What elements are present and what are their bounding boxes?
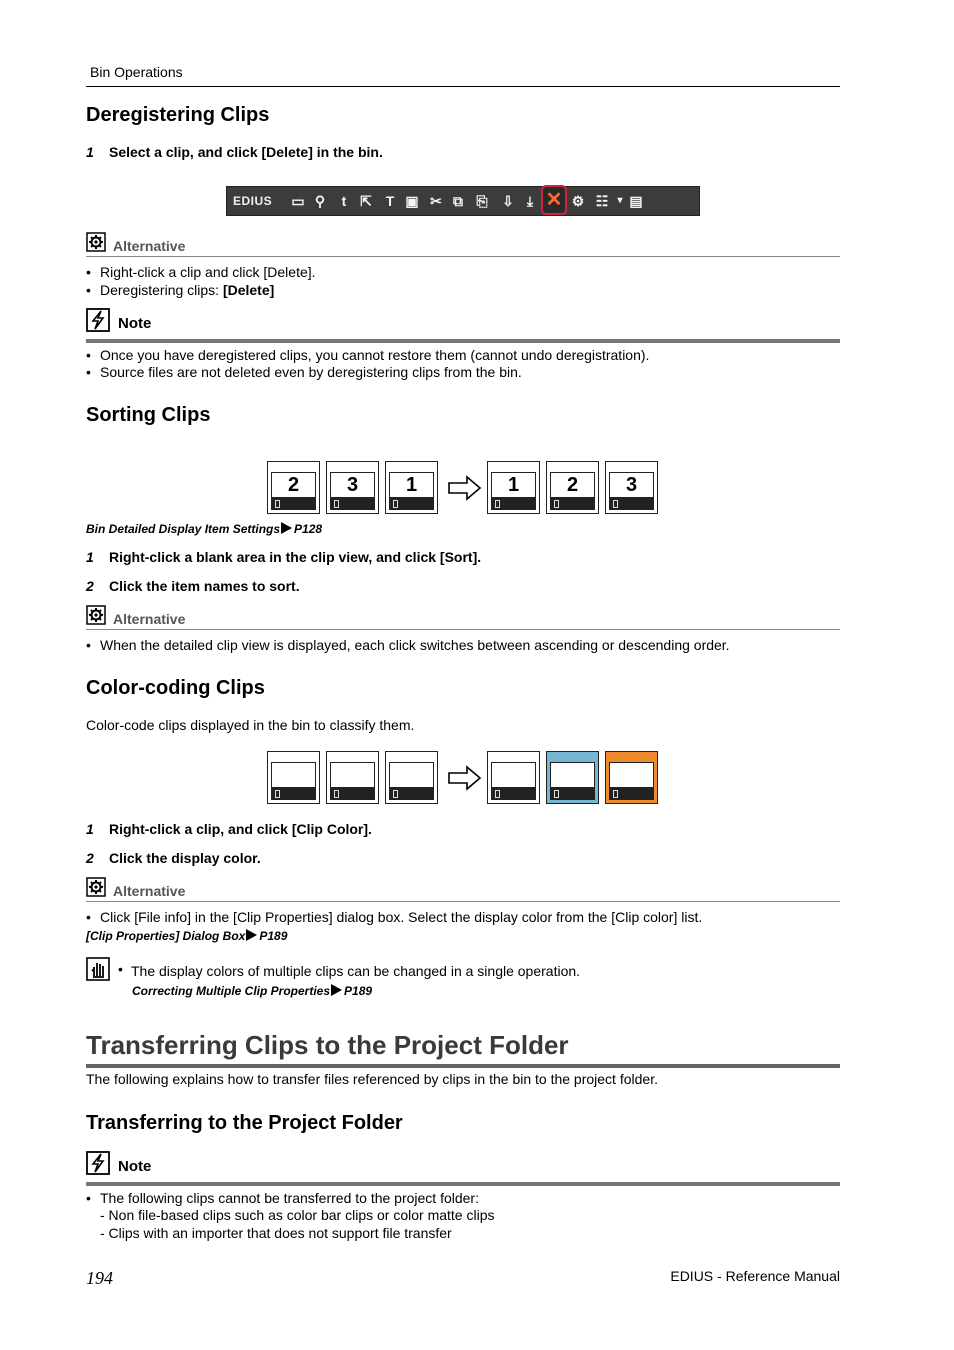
step-2-sort: [86, 578, 300, 594]
list-item: • Once you have deregistered clips, you cannot restore them (cannot undo deregistration).: [86, 346, 649, 364]
alternative-label: Alternative: [113, 611, 186, 627]
section-title-color-coding: Color-coding Clips: [86, 677, 265, 699]
clip-number: 2: [271, 472, 316, 498]
step-1-color: [86, 821, 372, 837]
step-number: 2: [86, 578, 94, 594]
list-item: • Right-click a clip and click [Delete].: [86, 263, 316, 281]
film-icon: [334, 790, 339, 798]
film-icon: [495, 500, 500, 508]
folder-icon[interactable]: ▭: [291, 193, 305, 209]
list-item: • Source files are not deleted even by deregistering clips from the bin.: [86, 363, 522, 381]
pointer-arrow-icon: [246, 929, 257, 941]
section-intro: Color-code clips displayed in the bin to classify them.: [86, 717, 415, 733]
bin-toolbar: [226, 186, 700, 216]
up-folder-icon[interactable]: t: [341, 193, 347, 209]
section-title-deregistering: Deregistering Clips: [86, 104, 270, 126]
cross-reference-link[interactable]: [86, 929, 287, 943]
header-rule: [86, 86, 840, 87]
clip-thumbnail: [267, 751, 320, 804]
shortcut-key: [Delete]: [222, 282, 275, 298]
sub-list-item: - Non file-based clips such as color bar clips or color matte clips: [100, 1207, 495, 1223]
alternative-heading: [86, 605, 840, 630]
clip-thumbnail: [385, 461, 438, 514]
timeline-add-icon[interactable]: ⤓: [526, 193, 534, 209]
arrow-right-icon: [448, 765, 482, 791]
properties-icon[interactable]: ⚙: [571, 193, 585, 209]
step-text: Click the item names to sort.: [109, 578, 300, 594]
clip-thumbnail: [267, 461, 320, 514]
running-header: Bin Operations: [90, 64, 183, 80]
section-intro: The following explains how to transfer files referenced by clips in the bin to the project folder.: [86, 1071, 658, 1087]
list-item: • The following clips cannot be transferred to the project folder:: [86, 1189, 479, 1207]
toolbar-brand-label: EDIUS: [233, 194, 273, 208]
clip-number: 3: [330, 472, 375, 498]
step-text: Select a clip, and click [Delete] in the bin.: [109, 144, 383, 160]
player-icon[interactable]: ⇩: [502, 193, 514, 209]
pointer-arrow-icon: [281, 522, 292, 534]
reference-page: P189: [259, 929, 288, 943]
note-heading: [86, 1151, 840, 1186]
list-item: • Click [File info] in the [Clip Properties] dialog box. Select the display color from the [Clip color] list.: [86, 908, 702, 926]
clip-number: 2: [550, 472, 595, 498]
film-icon: [275, 790, 280, 798]
pointer-arrow-icon: [331, 984, 342, 996]
clip-thumbnail: [487, 461, 540, 514]
note-label: Note: [118, 1158, 152, 1175]
clip-thumbnail: [546, 461, 599, 514]
film-icon: [554, 500, 559, 508]
note-heading: [86, 308, 840, 343]
manual-title: EDIUS - Reference Manual: [670, 1268, 840, 1284]
section-title-transferring: Transferring to the Project Folder: [86, 1112, 403, 1134]
clip-preview: [609, 762, 654, 788]
step-text: Right-click a blank area in the clip view, and click [Sort].: [109, 549, 482, 565]
list-item: [86, 281, 274, 299]
gear-icon: [86, 877, 106, 897]
title-icon[interactable]: T: [385, 193, 395, 209]
alternative-label: Alternative: [113, 238, 186, 254]
clip-preview: [271, 762, 316, 788]
list-item: • When the detailed clip view is displayed, each click switches between ascending or descending order.: [86, 636, 730, 654]
step-1-deregister: [86, 144, 383, 160]
arrow-right-icon: [448, 475, 482, 501]
clip-number: 1: [389, 472, 434, 498]
step-2-color: [86, 850, 261, 866]
clip-number: 1: [491, 472, 536, 498]
lightning-note-icon: [86, 308, 110, 332]
reference-text: Bin Detailed Display Item Settings: [86, 522, 281, 536]
note-label: Note: [118, 315, 152, 332]
clip-thumbnail: [326, 751, 379, 804]
tip-text: The display colors of multiple clips can be changed in a single operation.: [131, 963, 581, 979]
import-icon[interactable]: ⇱: [360, 193, 372, 209]
monitor-icon[interactable]: ▣: [405, 193, 419, 209]
clip-thumbnail: [487, 751, 540, 804]
step-text: Click the display color.: [109, 850, 261, 866]
alternative-heading: [86, 877, 840, 902]
paste-icon[interactable]: ⎘: [476, 193, 488, 209]
list-item-text: Deregistering clips:: [100, 282, 223, 298]
cut-icon[interactable]: ✂: [430, 193, 442, 209]
view-toggle-icon[interactable]: ☷: [595, 193, 609, 209]
film-icon: [393, 790, 398, 798]
cross-reference-link[interactable]: [86, 522, 322, 536]
alternative-heading: [86, 232, 840, 257]
color-illustration: [267, 751, 659, 804]
reference-page: P128: [294, 522, 323, 536]
clip-thumbnail: [385, 751, 438, 804]
film-icon: [393, 500, 398, 508]
clip-thumbnail: [605, 461, 658, 514]
clip-preview: [389, 762, 434, 788]
film-icon: [334, 500, 339, 508]
reference-text: [Clip Properties] Dialog Box: [86, 929, 246, 943]
delete-icon[interactable]: ✕: [541, 185, 567, 215]
step-number: 2: [86, 850, 94, 866]
reference-page: P189: [344, 984, 373, 998]
lightning-note-icon: [86, 1151, 110, 1175]
bullet-dot: •: [118, 961, 123, 977]
reference-text: Correcting Multiple Clip Properties: [132, 984, 331, 998]
clip-thumbnail-blue: [546, 751, 599, 804]
film-icon: [554, 790, 559, 798]
clip-preview: [330, 762, 375, 788]
sort-illustration: [267, 461, 659, 514]
clip-preview: [491, 762, 536, 788]
clip-thumbnail: [326, 461, 379, 514]
cross-reference-link[interactable]: [132, 984, 372, 998]
chevron-down-icon[interactable]: ▾: [617, 195, 623, 206]
step-1-sort: [86, 549, 481, 565]
bin-window-icon[interactable]: ▤: [629, 193, 643, 209]
step-text: Right-click a clip, and click [Clip Color].: [109, 821, 372, 837]
alternative-label: Alternative: [113, 883, 186, 899]
sub-list-item: - Clips with an importer that does not support file transfer: [100, 1225, 452, 1241]
film-icon: [613, 500, 618, 508]
step-number: 1: [86, 549, 94, 565]
title-rule: [86, 1064, 840, 1068]
film-icon: [495, 790, 500, 798]
film-icon: [613, 790, 618, 798]
chapter-title: Transferring Clips to the Project Folder: [86, 1030, 569, 1060]
copy-icon[interactable]: ⧉: [453, 193, 463, 209]
clip-preview: [550, 762, 595, 788]
gear-icon: [86, 605, 106, 625]
step-number: 1: [86, 821, 94, 837]
clip-number: 3: [609, 472, 654, 498]
search-icon[interactable]: ⚲: [314, 193, 326, 209]
section-title-sorting: Sorting Clips: [86, 404, 211, 426]
clip-thumbnail-orange: [605, 751, 658, 804]
film-icon: [275, 500, 280, 508]
hand-tip-icon: [86, 957, 110, 981]
step-number: 1: [86, 144, 94, 160]
page-number: 194: [86, 1268, 113, 1288]
gear-icon: [86, 232, 106, 252]
